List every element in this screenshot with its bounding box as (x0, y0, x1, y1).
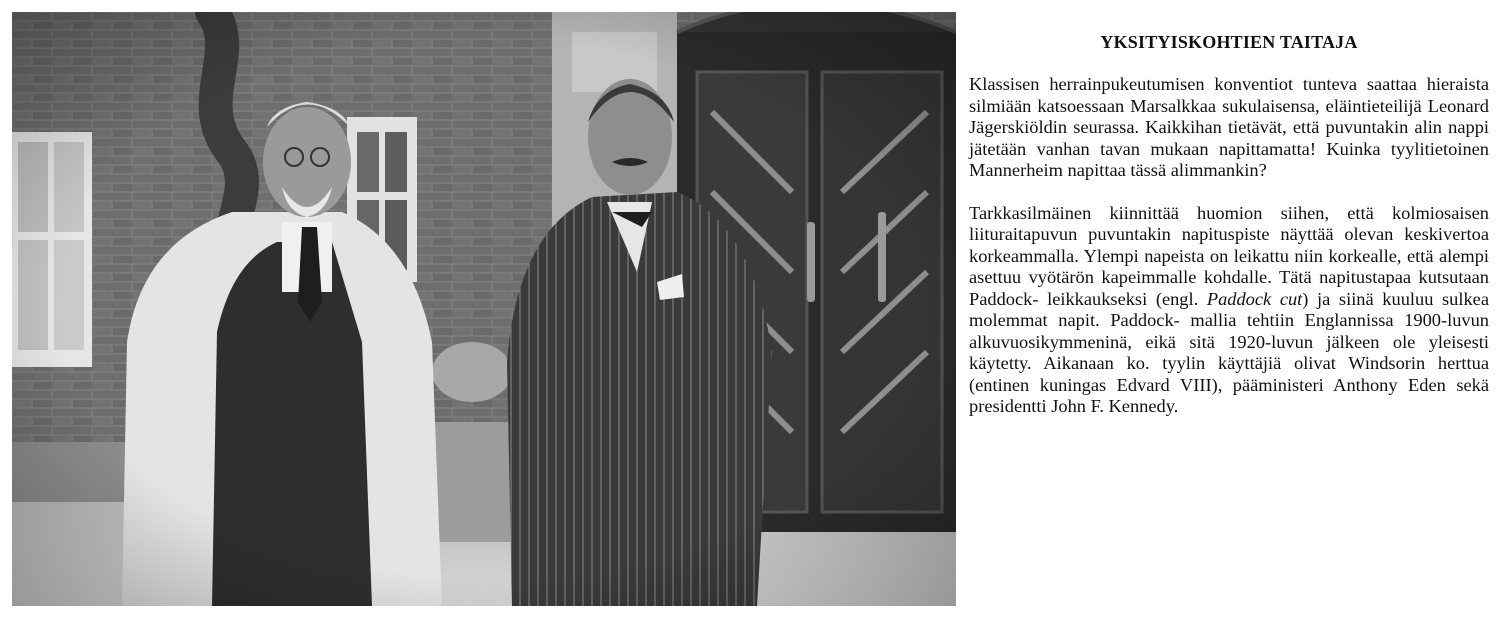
article-title: YKSITYISKOHTIEN TAITAJA (1100, 32, 1358, 52)
paragraph-2-text-end: ) ja siinä kuuluu sulkea molemmat napit. Paddock- mallia tehtiin Englannissa 1900-luvun alkuvuosikymmeninä, eikä sitä 1920-luvun jälkeen ole yleisesti käytetty. Aikanaan ko. tyylin käyttäjiä olivat Windsorin herttua (entinen kuningas Edvard VIII), pääministeri Anthony Eden sekä presidentti John F. Kennedy. (969, 288, 1489, 416)
article (969, 32, 1489, 439)
paddock-cut-term: Paddock cut (1206, 288, 1303, 309)
historical-photo (12, 12, 956, 606)
article-paragraph-2 (969, 203, 1489, 418)
paragraph-2-text-start: Tarkkasilmäinen kiinnittää huomion siihen, että kolmiosaisen liituraitapuvun puvuntakin napituspiste näyttää olevan keskivertoa korkeammalla. Ylempi napeista on leikattu niin korkealle, että alempi asettuu vyötärön kapeimmalle kohdalle. Tätä napitustapaa kutsutaan Paddock- leikkaukseksi (engl. (969, 202, 1489, 309)
article-paragraph-1: Klassisen herrainpukeutumisen konventiot tunteva saattaa hieraista silmiään katsoessaan Marsalkkaa sukulaisensa, eläintieteilijä Leonard Jägerskiöldin seurassa. Kaikkihan tietävät, että puvuntakin alin nappi jätetään vanhan tavan mukaan napittamatta! Kuinka tyylitietoinen Mannerheim napittaa tässä alimmankin? (969, 74, 1489, 180)
